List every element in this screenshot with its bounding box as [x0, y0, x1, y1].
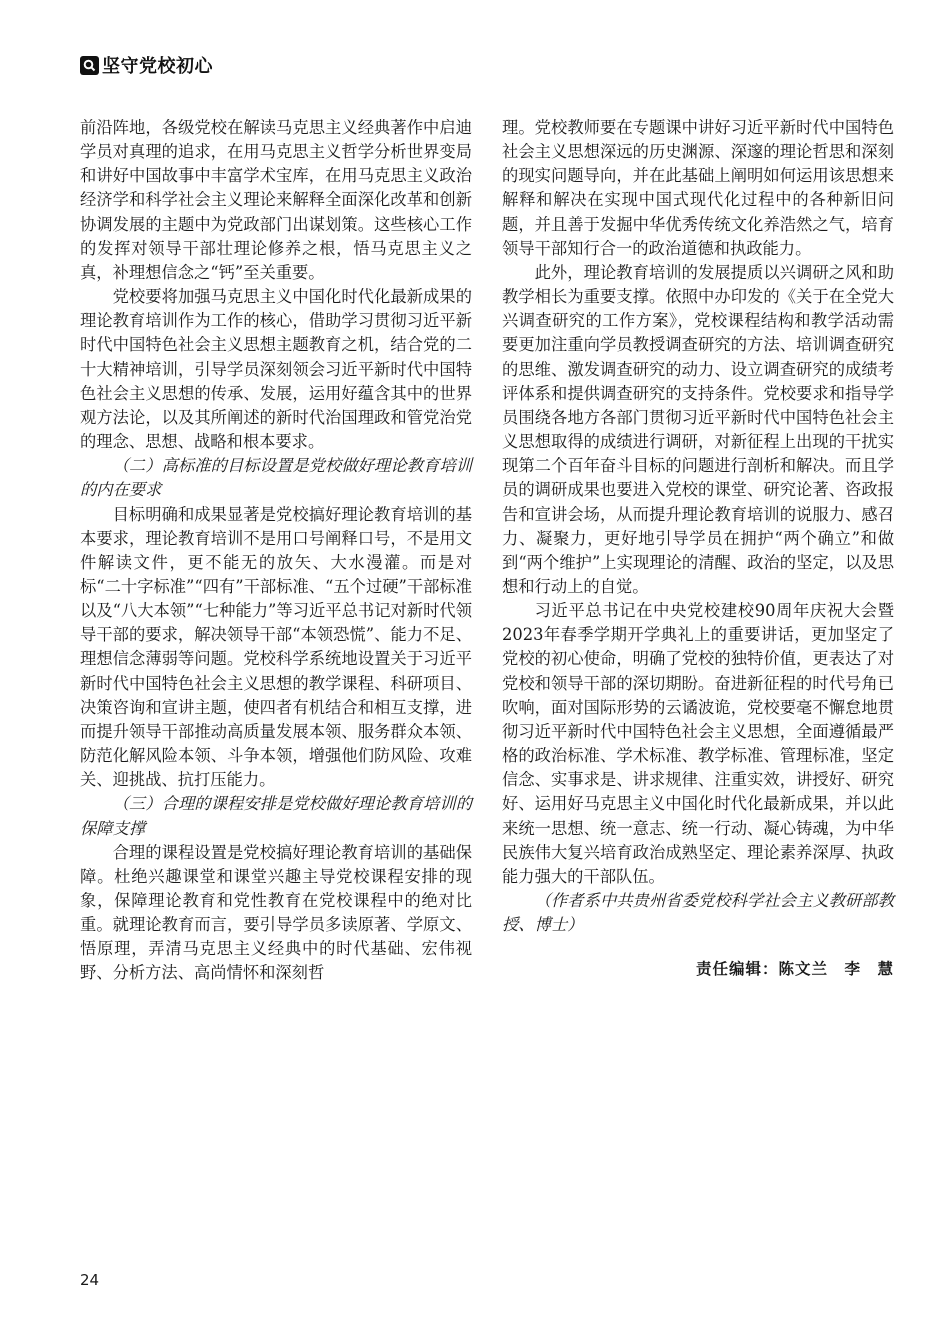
- section-title: 坚守党校初心: [102, 56, 213, 77]
- page-number: 24: [80, 1271, 100, 1289]
- paragraph: 理。党校教师要在专题课中讲好习近平新时代中国特色社会主义思想深远的历史渊源、深邃的理论哲思和深刻的现实问题导向，并在此基础上阐明如何运用该思想来解释和解决在实现中国式现代化过程中的各种新旧问题，并且善于发掘中华优秀传统文化养浩然之气，培育领导干部知行合一的政治道德和执政能力。: [502, 118, 894, 258]
- search-icon: [80, 56, 99, 75]
- author-note: （作者系中共贵州省委党校科学社会主义教研部教授、博士）: [502, 891, 894, 935]
- section-heading: （三）合理的课程安排是党校做好理论教育培训的保障支撑: [80, 794, 472, 838]
- paragraph: 习近平总书记在中央党校建校90周年庆祝大会暨2023年春季学期开学典礼上的重要讲话，更加坚定了党校的初心使命，明确了党校的独特价值，更表达了对党校和领导干部的深切期盼。奋进新征程的时代号角已吹响，面对国际形势的云谲波诡，党校要毫不懈怠地贯彻习近平新时代中国特色社会主义思想，全面遵循最严格的政治标准、学术标准、教学标准、管理标准，坚定信念、实事求是、讲求规律、注重实效，讲授好、研究好、运用好马克思主义中国化时代化最新成果，并以此来统一思想、统一意志、统一行动、凝心铸魂，为中华民族伟大复兴培育政治成熟坚定、理论素养深厚、执政能力强大的干部队伍。: [502, 601, 894, 886]
- left-column: [80, 116, 472, 986]
- paragraph: 合理的课程设置是党校搞好理论教育培训的基础保障。杜绝兴趣课堂和课堂兴趣主导党校课程安排的现象，保障理论教育和党性教育在党校课程中的绝对比重。就理论教育而言，要引导学员多读原著、学原文、悟原理，弄清马克思主义经典中的时代基础、宏伟视野、分析方法、高尚情怀和深刻哲: [80, 842, 472, 983]
- paragraph: 党校要将加强马克思主义中国化时代化最新成果的理论教育培训作为工作的核心，借助学习贯彻习近平新时代中国特色社会主义思想主题教育之机，结合党的二十大精神培训，引导学员深刻领会习近平新时代中国特色社会主义思想的传承、发展，运用好蕴含其中的世界观方法论，以及其所阐述的新时代治国理政和管党治党的理念、思想、战略和根本要求。: [80, 287, 472, 452]
- paragraph: 此外，理论教育培训的发展提质以兴调研之风和助教学相长为重要支撑。依照中办印发的《关于在全党大兴调查研究的工作方案》，党校课程结构和教学活动需要更加注重向学员教授调查研究的方法、培训调查研究的思维、激发调查研究的动力、设立调查研究的成绩考评体系和提供调查研究的支持条件。党校要求和指导学员围绕各地方各部门贯彻习近平新时代中国特色社会主义思想取得的成绩进行调研，对新征程上出现的干扰实现第二个百年奋斗目标的问题进行剖析和解决。而且学员的调研成果也要进入党校的课堂、研究论著、咨政报告和宣讲会场，从而提升理论教育培训的说服力、感召力、凝聚力，更好地引导学员在拥护“两个确立”和做到“两个维护”上实现理论的清醒、政治的坚定，以及思想和行动上的自觉。: [502, 262, 894, 596]
- section-heading: （二）高标准的目标设置是党校做好理论教育培训的内在要求: [80, 456, 472, 500]
- editor-credit: 责任编辑：陈文兰 李 慧: [695, 960, 894, 979]
- right-column: [502, 116, 894, 981]
- page-header: [80, 52, 213, 78]
- paragraph: 前沿阵地，各级党校在解读马克思主义经典著作中启迪学员对真理的追求，在用马克思主义哲学分析世界变局和讲好中国故事中丰富学术宝库，在用马克思主义政治经济学和科学社会主义理论来解释全面深化改革和创新协调发展的主题中为党政部门出谋划策。这些核心工作的发挥对领导干部壮理论修养之根，悟马克思主义之真，补理想信念之“钙”至关重要。: [80, 118, 472, 282]
- paragraph: 目标明确和成果显著是党校搞好理论教育培训的基本要求，理论教育培训不是用口号阐释口号，不是用文件解读文件，更不能无的放矢、大水漫灌。而是对标“二十字标准”“四有”干部标准、“五个过硬”干部标准以及“八大本领”“七种能力”等习近平总书记对新时代领导干部的要求，解决领导干部“本领恐慌”、能力不足、理想信念薄弱等问题。党校科学系统地设置关于习近平新时代中国特色社会主义思想的教学课程、科研项目、决策咨询和宣讲主题，使四者有机结合和相互支撑，进而提升领导干部推动高质量发展本领、服务群众本领、防范化解风险本领、斗争本领，增强他们防风险、攻难关、迎挑战、抗打压能力。: [80, 504, 472, 790]
